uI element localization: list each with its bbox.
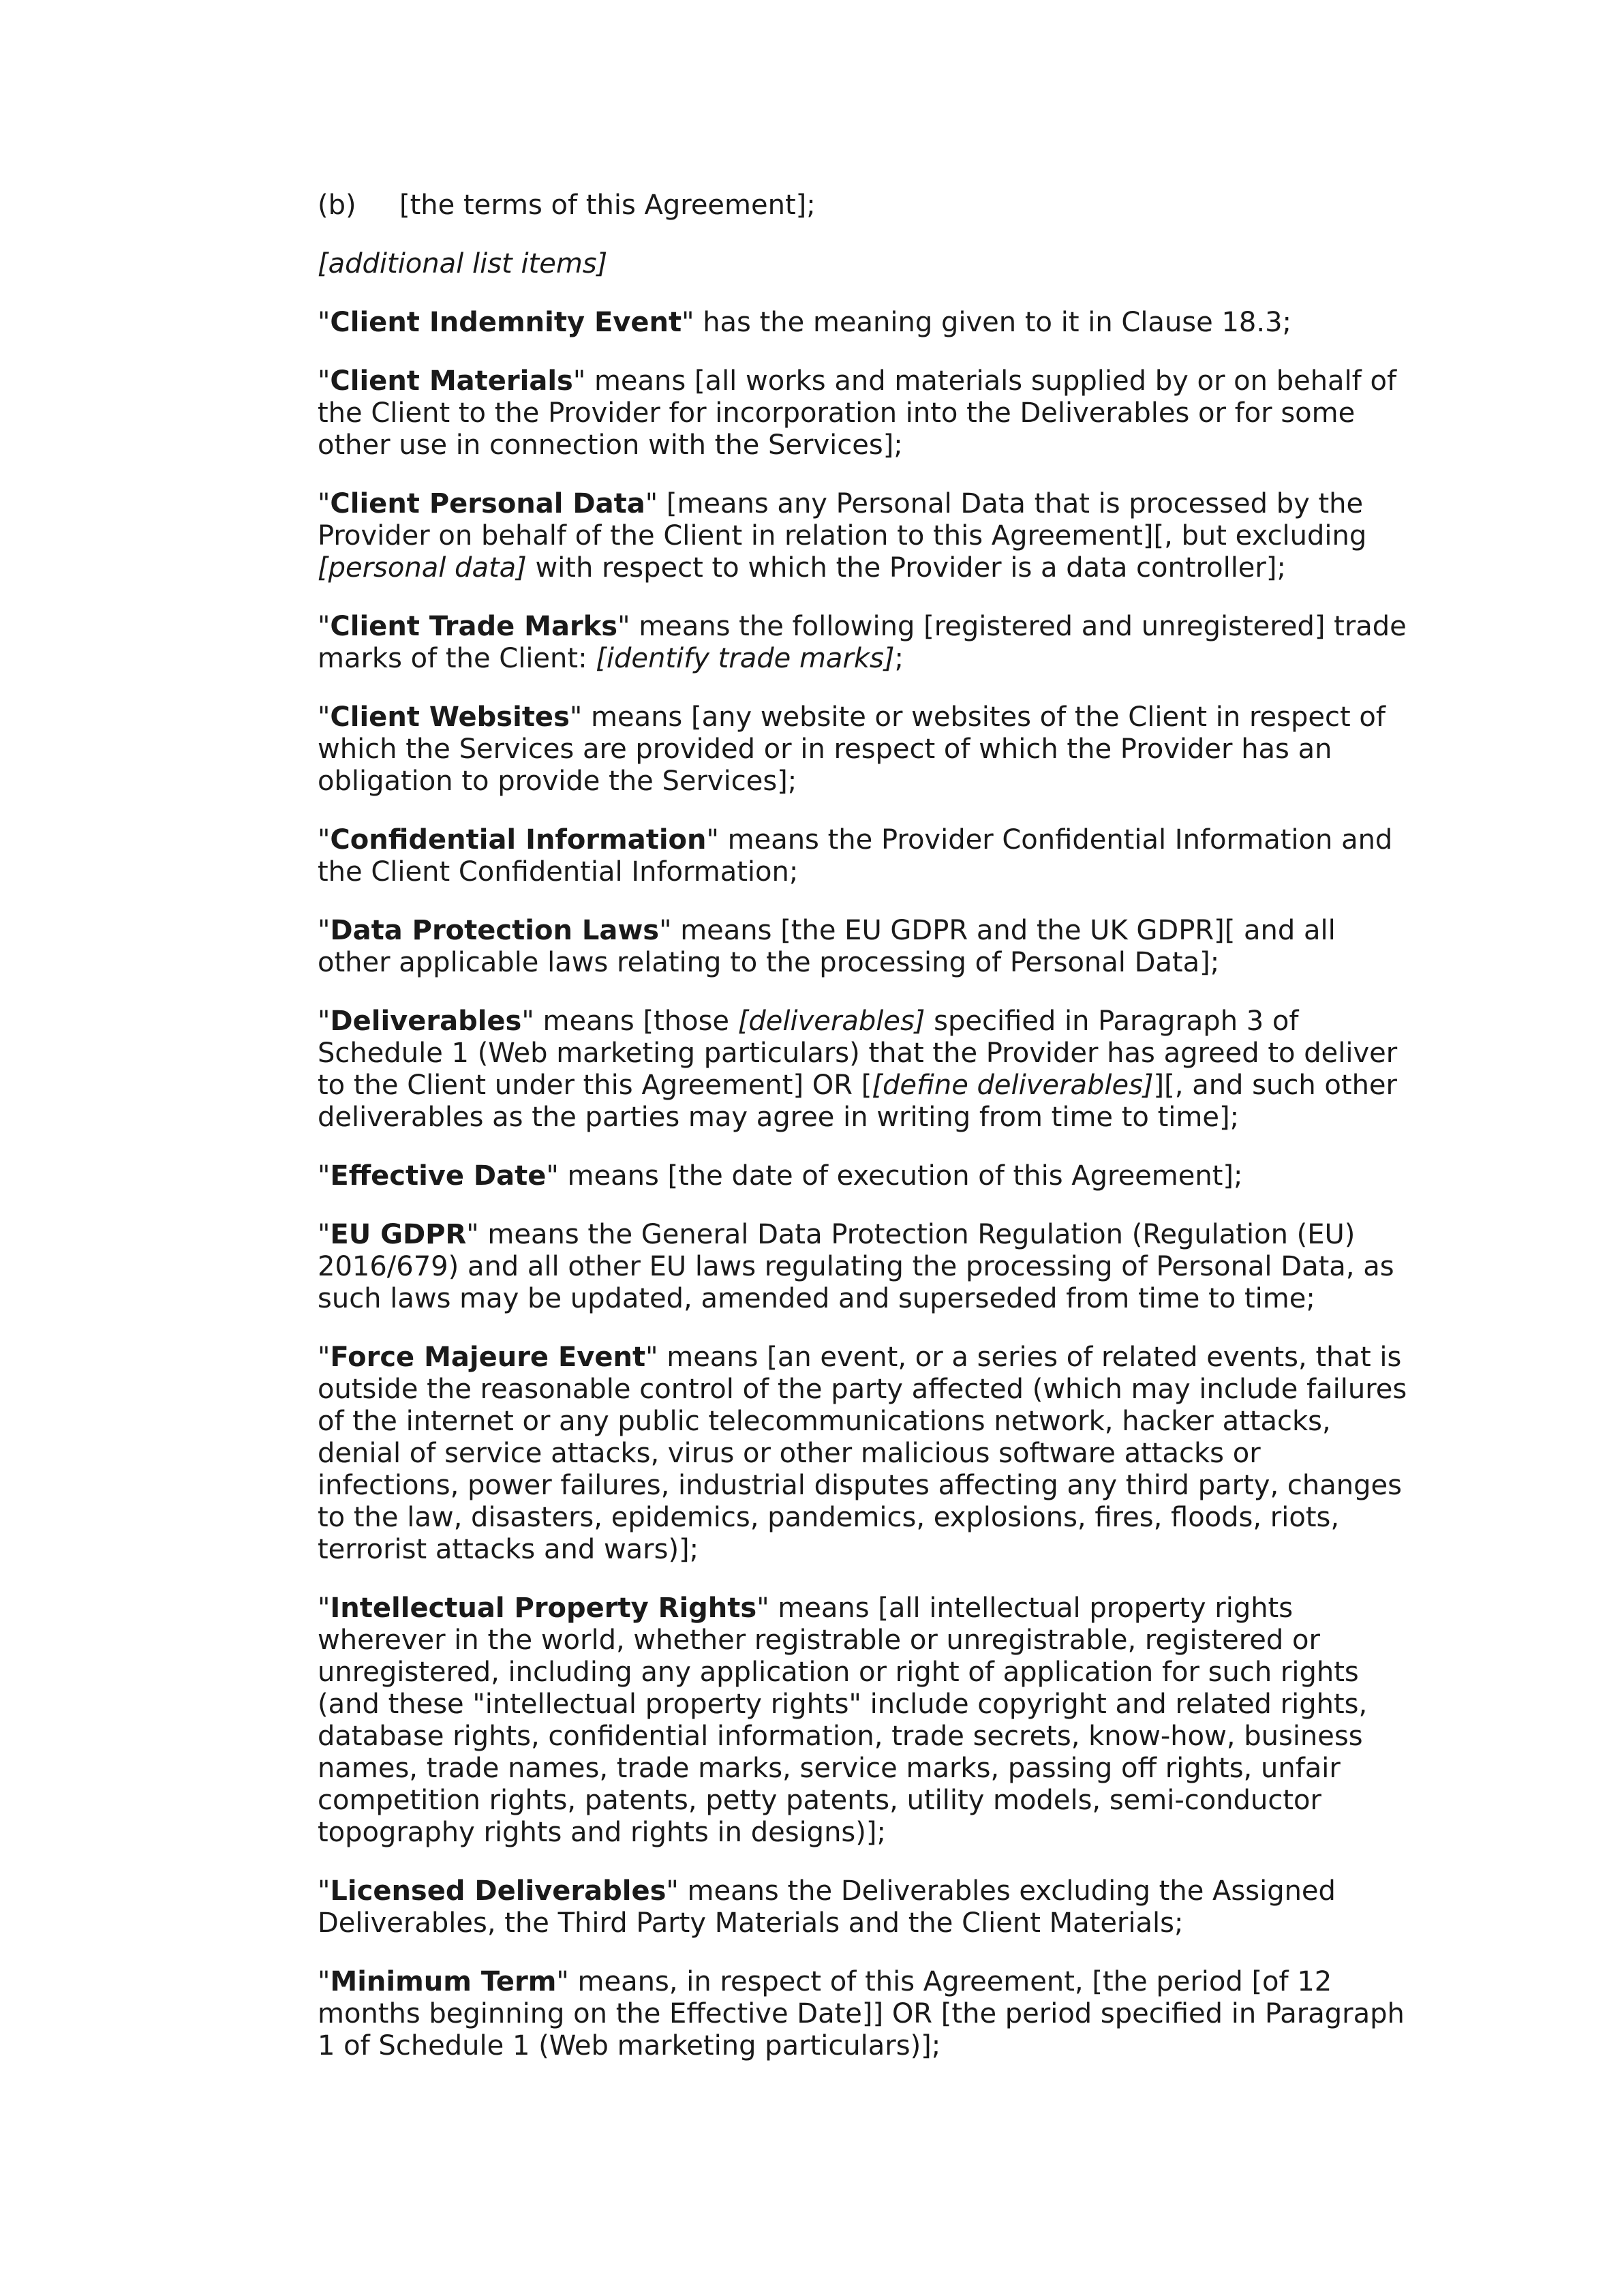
defined-term: EU GDPR	[330, 1219, 467, 1250]
defined-term: Client Indemnity Event	[330, 307, 682, 338]
definition-text: "	[318, 1219, 331, 1250]
definitions-list	[318, 307, 1408, 2062]
definition-text: ;	[894, 643, 904, 674]
defined-term: Client Personal Data	[330, 488, 645, 519]
definition-paragraph	[318, 1160, 1408, 1192]
definition-text: " means the Provider Confidential Information and the Client Confidential Information;	[318, 824, 1393, 888]
definition-paragraph	[318, 824, 1408, 888]
definition-paragraph	[318, 611, 1408, 675]
definition-paragraph	[318, 1875, 1408, 1939]
definition-text: specified in Paragraph 3 of Schedule 1 (Web marketing particulars) that the Provider has agreed to deliver to the Client under this Agreement] OR [	[318, 1006, 1398, 1101]
definition-text: " means [the EU GDPR and the UK GDPR][ and all other applicable laws relating to the processing of Personal Data];	[318, 915, 1336, 978]
defined-term: Effective Date	[330, 1160, 547, 1192]
definition-text: "	[318, 1342, 331, 1373]
definition-paragraph	[318, 1592, 1408, 1849]
definition-paragraph	[318, 1966, 1408, 2062]
definition-paragraph	[318, 488, 1408, 584]
defined-term: Confidential Information	[330, 824, 707, 856]
definition-text: "	[318, 701, 331, 733]
definition-text: " means [all intellectual property rights wherever in the world, whether registrable or unregistrable, registered or unregistered, including any application or right of application for such rights (and these "intellectual property rights" include copyright and related rights, database rights, confidential information, trade secrets, know-how, business names, trade names, trade marks, service marks, passing off rights, unfair competition rights, patents, petty patents, utility models, semi-conductor topography rights and rights in designs)];	[318, 1592, 1368, 1848]
definition-text: "	[318, 611, 331, 642]
definition-text: with respect to which the Provider is a data controller];	[526, 552, 1286, 584]
definition-text: " [means any Personal Data that is processed by the Provider on behalf of the Client in relation to this Agreement][, but excluding	[318, 488, 1367, 552]
definition-text: "	[318, 1160, 331, 1192]
definition-text: " means [the date of execution of this Agreement];	[546, 1160, 1243, 1192]
defined-term: Data Protection Laws	[330, 915, 660, 946]
definition-text: " means the Deliverables excluding the Assigned Deliverables, the Third Party Materials and the Client Materials;	[318, 1875, 1336, 1939]
definition-text: "	[318, 488, 331, 519]
definition-text: "	[318, 365, 331, 397]
defined-term: Client Materials	[330, 365, 573, 397]
defined-term: Deliverables	[330, 1006, 522, 1037]
definition-paragraph	[318, 701, 1408, 798]
document-page	[318, 190, 1408, 2089]
definition-text: "	[318, 307, 331, 338]
definition-text: "	[318, 1592, 331, 1624]
definition-text: ][, and such other deliverables as the parties may agree in writing from time to time];	[318, 1070, 1397, 1133]
definition-paragraph	[318, 1342, 1408, 1566]
definition-text: " means, in respect of this Agreement, [the period [of 12 months beginning on the Effective Date]] OR [the period specified in Paragraph 1 of Schedule 1 (Web marketing particulars)];	[318, 1966, 1405, 2061]
definition-text: "	[318, 1875, 331, 1907]
definition-paragraph	[318, 1006, 1408, 1134]
definition-text: " means [any website or websites of the Client in respect of which the Services are provided or in respect of which the Provider has an obligation to provide the Services];	[318, 701, 1386, 797]
placeholder-text: [define deliverables]	[872, 1070, 1154, 1101]
placeholder-text: [deliverables]	[737, 1006, 925, 1037]
definition-text: " means [all works and materials supplied by or on behalf of the Client to the Provider for incorporation into the Deliverables or for some other use in connection with the Services];	[318, 365, 1397, 461]
definition-text: " means [an event, or a series of related events, that is outside the reasonable control of the party affected (which may include failures of the internet or any public telecommunications network, hacker attacks, denial of service attacks, virus or other malicious software attacks or infections, power failures, industrial disputes affecting any third party, changes to the law, disasters, epidemics, pandemics, explosions, fires, floods, riots, terrorist attacks and wars)];	[318, 1342, 1407, 1565]
definition-text: " means the General Data Protection Regulation (Regulation (EU) 2016/679) and all other EU laws regulating the processing of Personal Data, as such laws may be updated, amended and superseded from time to time;	[318, 1219, 1394, 1314]
definition-paragraph	[318, 365, 1408, 462]
definition-text: "	[318, 1006, 331, 1037]
defined-term: Client Websites	[330, 701, 570, 733]
definition-paragraph	[318, 307, 1408, 339]
placeholder-text: [personal data]	[318, 552, 527, 584]
definition-text: " has the meaning given to it in Clause 18.3;	[682, 307, 1291, 338]
defined-term: Force Majeure Event	[330, 1342, 646, 1373]
list-item-b	[318, 190, 1408, 222]
defined-term: Client Trade Marks	[330, 611, 618, 642]
definition-text: "	[318, 915, 331, 946]
definition-text: "	[318, 1966, 331, 1997]
placeholder-text: [identify trade marks]	[596, 643, 895, 674]
additional-list-items-text: [additional list items]	[318, 248, 608, 280]
list-item-label: (b)	[318, 190, 356, 221]
additional-list-items-note	[318, 248, 1408, 280]
definition-text: " means the following [registered and unregistered] trade marks of the Client:	[318, 611, 1407, 674]
definition-paragraph	[318, 915, 1408, 979]
definition-text: " means [those	[521, 1006, 738, 1037]
list-item-text: [the terms of this Agreement];	[399, 190, 816, 221]
definition-text: "	[318, 824, 331, 856]
defined-term: Minimum Term	[330, 1966, 557, 1997]
defined-term: Licensed Deliverables	[330, 1875, 667, 1907]
definition-paragraph	[318, 1219, 1408, 1315]
defined-term: Intellectual Property Rights	[330, 1592, 757, 1624]
